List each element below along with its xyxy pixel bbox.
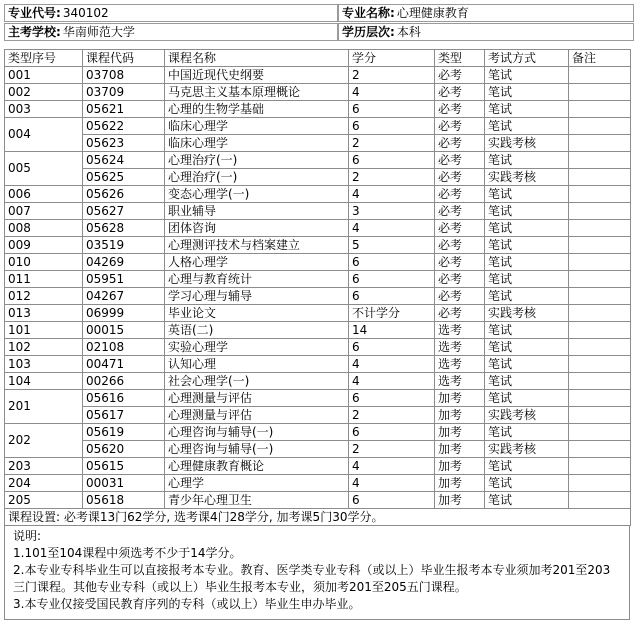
cell-name: 英语(二) (165, 322, 349, 339)
table-row (5, 203, 631, 220)
table-row (5, 101, 631, 118)
table-row (5, 424, 631, 441)
cell-exam: 笔试 (485, 152, 569, 169)
cell-name: 人格心理学 (165, 254, 349, 271)
cell-credit: 4 (349, 373, 435, 390)
host-school-value: 华南师范大学 (62, 25, 135, 39)
cell-remark (569, 152, 631, 169)
cell-credit: 6 (349, 339, 435, 356)
cell-type: 加考 (435, 492, 485, 509)
table-row (5, 135, 631, 152)
cell-exam: 笔试 (485, 186, 569, 203)
cell-seq: 012 (5, 288, 83, 305)
cell-remark (569, 492, 631, 509)
cell-seq: 202 (5, 424, 83, 458)
cell-type: 加考 (435, 475, 485, 492)
cell-type: 必考 (435, 271, 485, 288)
cell-credit: 2 (349, 441, 435, 458)
cell-type: 选考 (435, 373, 485, 390)
table-row (5, 373, 631, 390)
cell-type: 必考 (435, 67, 485, 84)
course-table-foot (5, 509, 631, 526)
table-row (5, 390, 631, 407)
cell-name: 临床心理学 (165, 118, 349, 135)
cell-exam: 笔试 (485, 271, 569, 288)
table-row (5, 475, 631, 492)
cell-exam: 笔试 (485, 492, 569, 509)
cell-exam: 笔试 (485, 254, 569, 271)
cell-exam: 实践考核 (485, 305, 569, 322)
table-row (5, 356, 631, 373)
cell-code: 05619 (83, 424, 165, 441)
table-row (5, 84, 631, 101)
cell-type: 必考 (435, 169, 485, 186)
cell-remark (569, 101, 631, 118)
course-table-wrap (0, 49, 641, 526)
cell-remark (569, 373, 631, 390)
cell-exam: 实践考核 (485, 407, 569, 424)
cell-seq: 203 (5, 458, 83, 475)
notes-inner (9, 525, 625, 619)
cell-seq: 002 (5, 84, 83, 101)
cell-credit: 6 (349, 288, 435, 305)
summary-text: 课程设置: 必考课13门62学分, 选考课4门28学分, 加考课5门30学分。 (5, 509, 631, 526)
cell-credit: 4 (349, 356, 435, 373)
cell-code: 05628 (83, 220, 165, 237)
cell-name: 心理测量与评估 (165, 407, 349, 424)
cell-credit: 6 (349, 152, 435, 169)
cell-seq: 009 (5, 237, 83, 254)
cell-name: 认知心理 (165, 356, 349, 373)
cell-code: 04269 (83, 254, 165, 271)
cell-name: 临床心理学 (165, 135, 349, 152)
note-item-3: 3.本专业仅接受国民教育序列的专科（或以上）毕业生申办毕业。 (13, 597, 361, 611)
cell-credit: 4 (349, 220, 435, 237)
cell-seq: 001 (5, 67, 83, 84)
cell-remark (569, 220, 631, 237)
cell-remark (569, 84, 631, 101)
cell-remark (569, 271, 631, 288)
cell-name: 心理学 (165, 475, 349, 492)
cell-remark (569, 288, 631, 305)
cell-exam: 笔试 (485, 458, 569, 475)
cell-type: 必考 (435, 220, 485, 237)
cell-code: 05627 (83, 203, 165, 220)
cell-seq: 102 (5, 339, 83, 356)
cell-type: 选考 (435, 322, 485, 339)
cell-exam: 笔试 (485, 203, 569, 220)
cell-name: 职业辅导 (165, 203, 349, 220)
cell-type: 加考 (435, 424, 485, 441)
cell-code: 04267 (83, 288, 165, 305)
cell-seq: 205 (5, 492, 83, 509)
cell-seq: 011 (5, 271, 83, 288)
table-row (5, 186, 631, 203)
cell-remark (569, 475, 631, 492)
table-row (5, 237, 631, 254)
cell-code: 05626 (83, 186, 165, 203)
cell-credit: 2 (349, 67, 435, 84)
cell-credit: 3 (349, 203, 435, 220)
cell-remark (569, 356, 631, 373)
cell-seq: 007 (5, 203, 83, 220)
table-row (5, 492, 631, 509)
cell-exam: 笔试 (485, 475, 569, 492)
cell-name: 心理健康教育概论 (165, 458, 349, 475)
major-info-row-1 (4, 4, 634, 22)
cell-code: 05617 (83, 407, 165, 424)
cell-code: 05624 (83, 152, 165, 169)
cell-credit: 4 (349, 475, 435, 492)
cell-code: 05625 (83, 169, 165, 186)
cell-type: 加考 (435, 441, 485, 458)
cell-remark (569, 407, 631, 424)
cell-code: 00031 (83, 475, 165, 492)
major-info-block (0, 0, 641, 41)
cell-name: 变态心理学(一) (165, 186, 349, 203)
table-row (5, 152, 631, 169)
cell-code: 02108 (83, 339, 165, 356)
cell-remark (569, 237, 631, 254)
education-level-cell (338, 23, 634, 41)
cell-name: 心理治疗(一) (165, 169, 349, 186)
cell-exam: 笔试 (485, 118, 569, 135)
cell-type: 选考 (435, 356, 485, 373)
cell-name: 实验心理学 (165, 339, 349, 356)
column-header-6: 备注 (569, 50, 631, 67)
table-row (5, 67, 631, 84)
cell-credit: 6 (349, 254, 435, 271)
cell-credit: 6 (349, 101, 435, 118)
major-info-row-2 (4, 23, 634, 41)
note-item-1: 1.101至104课程中须选考不少于14学分。 (13, 546, 242, 560)
cell-exam: 笔试 (485, 288, 569, 305)
cell-code: 05621 (83, 101, 165, 118)
cell-remark (569, 390, 631, 407)
cell-type: 必考 (435, 237, 485, 254)
cell-seq: 101 (5, 322, 83, 339)
cell-credit: 6 (349, 118, 435, 135)
cell-type: 加考 (435, 458, 485, 475)
education-level-value: 本科 (396, 25, 421, 39)
cell-seq: 010 (5, 254, 83, 271)
course-table-header-row (5, 50, 631, 67)
cell-name: 学习心理与辅导 (165, 288, 349, 305)
cell-type: 必考 (435, 84, 485, 101)
table-row (5, 169, 631, 186)
note-item-2: 2.本专业专科毕业生可以直接报考本专业。教育、医学类专业专科（或以上）毕业生报考本专业须加考201至203三门课程。其他专业专科（或以上）毕业生报考本专业，须加考201至205五门课程。 (13, 563, 611, 594)
cell-credit: 4 (349, 458, 435, 475)
major-name-label: 专业名称: (342, 6, 395, 20)
cell-code: 05623 (83, 135, 165, 152)
cell-remark (569, 441, 631, 458)
cell-seq: 008 (5, 220, 83, 237)
cell-name: 心理与教育统计 (165, 271, 349, 288)
cell-type: 必考 (435, 135, 485, 152)
cell-name: 心理测评技术与档案建立 (165, 237, 349, 254)
cell-remark (569, 135, 631, 152)
cell-type: 选考 (435, 339, 485, 356)
table-row (5, 220, 631, 237)
cell-seq: 006 (5, 186, 83, 203)
cell-code: 03709 (83, 84, 165, 101)
cell-seq: 201 (5, 390, 83, 424)
cell-remark (569, 118, 631, 135)
table-row (5, 458, 631, 475)
cell-remark (569, 339, 631, 356)
cell-exam: 笔试 (485, 390, 569, 407)
cell-credit: 2 (349, 135, 435, 152)
cell-credit: 6 (349, 390, 435, 407)
host-school-label: 主考学校: (8, 25, 61, 39)
cell-seq: 003 (5, 101, 83, 118)
cell-name: 心理咨询与辅导(一) (165, 424, 349, 441)
cell-credit: 6 (349, 492, 435, 509)
column-header-2: 课程名称 (165, 50, 349, 67)
cell-seq: 005 (5, 152, 83, 186)
cell-credit: 6 (349, 424, 435, 441)
cell-exam: 笔试 (485, 424, 569, 441)
cell-credit: 4 (349, 84, 435, 101)
major-name-value: 心理健康教育 (396, 6, 469, 20)
cell-credit: 6 (349, 271, 435, 288)
cell-code: 03519 (83, 237, 165, 254)
cell-code: 05951 (83, 271, 165, 288)
cell-type: 必考 (435, 101, 485, 118)
cell-code: 00266 (83, 373, 165, 390)
cell-seq: 004 (5, 118, 83, 152)
cell-name: 毕业论文 (165, 305, 349, 322)
cell-type: 必考 (435, 288, 485, 305)
table-row (5, 118, 631, 135)
cell-credit: 不计学分 (349, 305, 435, 322)
cell-name: 心理治疗(一) (165, 152, 349, 169)
course-plan-table (4, 49, 631, 526)
cell-type: 必考 (435, 254, 485, 271)
table-row (5, 407, 631, 424)
cell-name: 中国近现代史纲要 (165, 67, 349, 84)
table-row (5, 322, 631, 339)
cell-name: 心理咨询与辅导(一) (165, 441, 349, 458)
cell-remark (569, 254, 631, 271)
cell-exam: 笔试 (485, 322, 569, 339)
cell-name: 团体咨询 (165, 220, 349, 237)
cell-exam: 笔试 (485, 101, 569, 118)
major-code-value: 340102 (62, 6, 109, 20)
table-row (5, 305, 631, 322)
table-row (5, 254, 631, 271)
major-code-cell (4, 4, 338, 22)
major-code-label: 专业代号: (8, 6, 61, 20)
cell-type: 加考 (435, 390, 485, 407)
cell-remark (569, 169, 631, 186)
cell-type: 必考 (435, 186, 485, 203)
cell-seq: 103 (5, 356, 83, 373)
cell-name: 心理的生物学基础 (165, 101, 349, 118)
table-row (5, 271, 631, 288)
cell-name: 青少年心理卫生 (165, 492, 349, 509)
cell-type: 必考 (435, 305, 485, 322)
cell-code: 03708 (83, 67, 165, 84)
cell-credit: 4 (349, 186, 435, 203)
cell-code: 06999 (83, 305, 165, 322)
course-table-body (5, 67, 631, 509)
table-row (5, 288, 631, 305)
cell-code: 00015 (83, 322, 165, 339)
cell-code: 05620 (83, 441, 165, 458)
cell-name: 马克思主义基本原理概论 (165, 84, 349, 101)
course-table-head (5, 50, 631, 67)
cell-type: 必考 (435, 203, 485, 220)
cell-code: 05622 (83, 118, 165, 135)
cell-exam: 实践考核 (485, 169, 569, 186)
cell-credit: 5 (349, 237, 435, 254)
cell-seq: 104 (5, 373, 83, 390)
cell-exam: 笔试 (485, 373, 569, 390)
cell-credit: 14 (349, 322, 435, 339)
cell-seq: 204 (5, 475, 83, 492)
cell-remark (569, 186, 631, 203)
cell-remark (569, 305, 631, 322)
cell-exam: 笔试 (485, 220, 569, 237)
cell-name: 社会心理学(一) (165, 373, 349, 390)
column-header-1: 课程代码 (83, 50, 165, 67)
summary-row (5, 509, 631, 526)
table-row (5, 339, 631, 356)
cell-remark (569, 322, 631, 339)
cell-code: 05615 (83, 458, 165, 475)
major-name-cell (338, 4, 634, 22)
cell-credit: 2 (349, 169, 435, 186)
cell-type: 必考 (435, 118, 485, 135)
cell-remark (569, 458, 631, 475)
column-header-5: 考试方式 (485, 50, 569, 67)
cell-exam: 笔试 (485, 339, 569, 356)
column-header-4: 类型 (435, 50, 485, 67)
table-row (5, 441, 631, 458)
cell-remark (569, 203, 631, 220)
cell-type: 加考 (435, 407, 485, 424)
cell-seq: 013 (5, 305, 83, 322)
cell-name: 心理测量与评估 (165, 390, 349, 407)
cell-exam: 笔试 (485, 84, 569, 101)
cell-exam: 实践考核 (485, 135, 569, 152)
cell-remark (569, 424, 631, 441)
education-level-label: 学历层次: (342, 25, 395, 39)
cell-exam: 笔试 (485, 237, 569, 254)
column-header-0: 类型序号 (5, 50, 83, 67)
cell-code: 05618 (83, 492, 165, 509)
notes-block (4, 525, 630, 620)
cell-credit: 2 (349, 407, 435, 424)
cell-exam: 笔试 (485, 356, 569, 373)
cell-code: 05616 (83, 390, 165, 407)
cell-exam: 实践考核 (485, 441, 569, 458)
cell-code: 00471 (83, 356, 165, 373)
cell-type: 必考 (435, 152, 485, 169)
notes-title: 说明: (13, 529, 42, 543)
host-school-cell (4, 23, 338, 41)
column-header-3: 学分 (349, 50, 435, 67)
cell-exam: 笔试 (485, 67, 569, 84)
cell-remark (569, 67, 631, 84)
